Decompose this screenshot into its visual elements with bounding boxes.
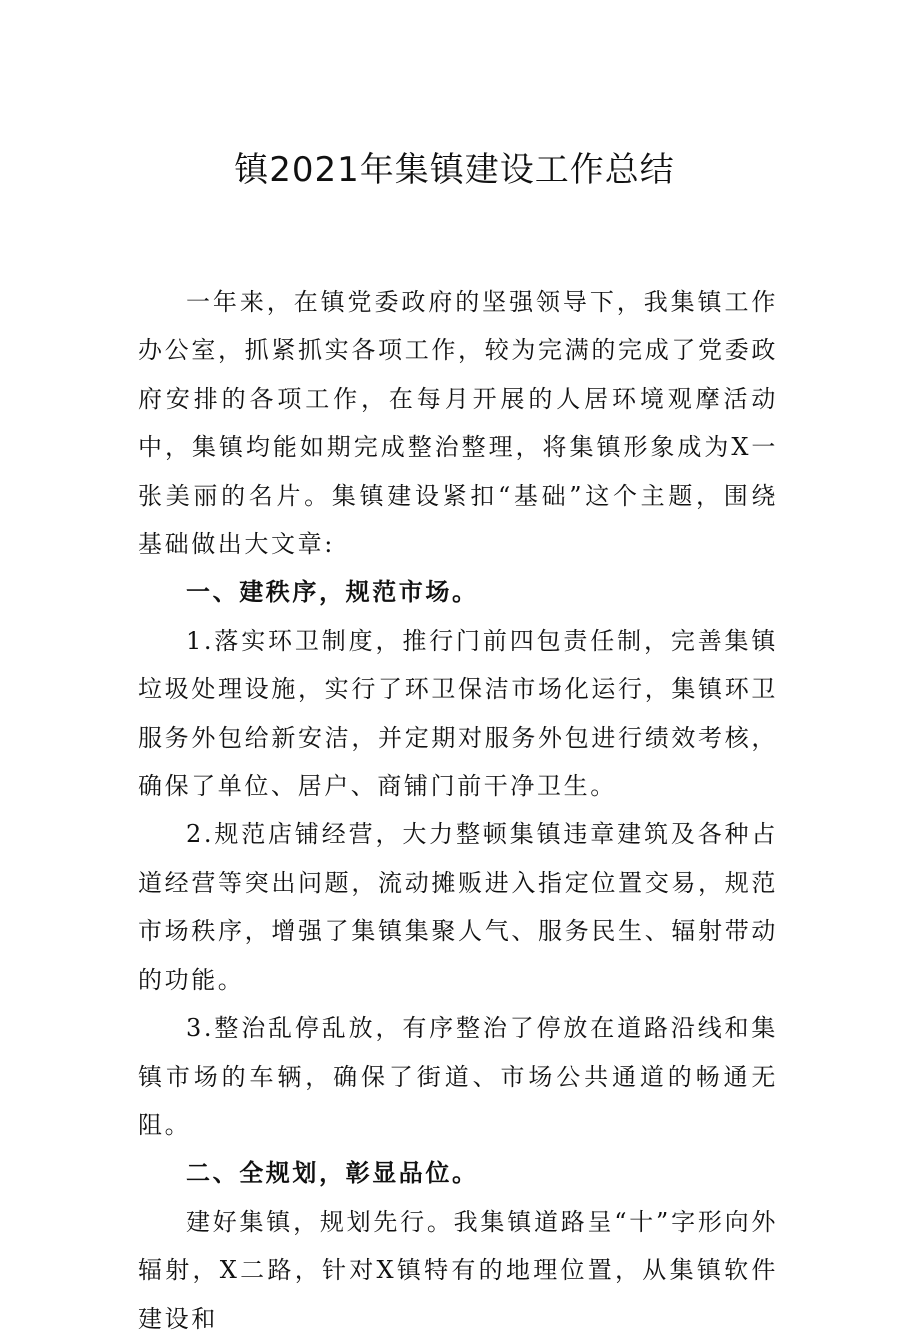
item-paragraph-1: 1.落实环卫制度，推行门前四包责任制，完善集镇垃圾处理设施，实行了环卫保洁市场化运行，集镇环卫服务外包给新安洁，并定期对服务外包进行绩效考核，确保了单位、居户、商铺门前干净卫生。	[138, 626, 778, 801]
item-paragraph-3: 3.整治乱停乱放，有序整治了停放在道路沿线和集镇市场的车辆，确保了街道、市场公共通道的畅通无阻。	[138, 1014, 778, 1139]
section-2-paragraph: 建好集镇，规划先行。我集镇道路呈“十”字形向外辐射，X二路，针对X镇特有的地理位置，从集镇软件建设和	[138, 1207, 778, 1333]
document-body	[138, 278, 778, 1343]
intro-paragraph: 一年来，在镇党委政府的坚强领导下，我集镇工作办公室，抓紧抓实各项工作，较为完满的完成了党委政府安排的各项工作，在每月开展的人居环境观摩活动中，集镇均能如期完成整治整理，将集镇形象成为X一张美丽的名片。集镇建设紧扣“基础”这个主题，围绕基础做出大文章:	[138, 288, 778, 559]
section-heading-1: 一、建秩序，规范市场。	[186, 577, 479, 607]
section-heading-2: 二、全规划，彰显品位。	[186, 1158, 479, 1188]
item-paragraph-2: 2.规范店铺经营，大力整顿集镇违章建筑及各种占道经营等突出问题，流动摊贩进入指定位置交易，规范市场秩序，增强了集镇集聚人气、服务民生、辐射带动的功能。	[138, 820, 778, 994]
document-title: 镇2021年集镇建设工作总结	[234, 150, 675, 190]
